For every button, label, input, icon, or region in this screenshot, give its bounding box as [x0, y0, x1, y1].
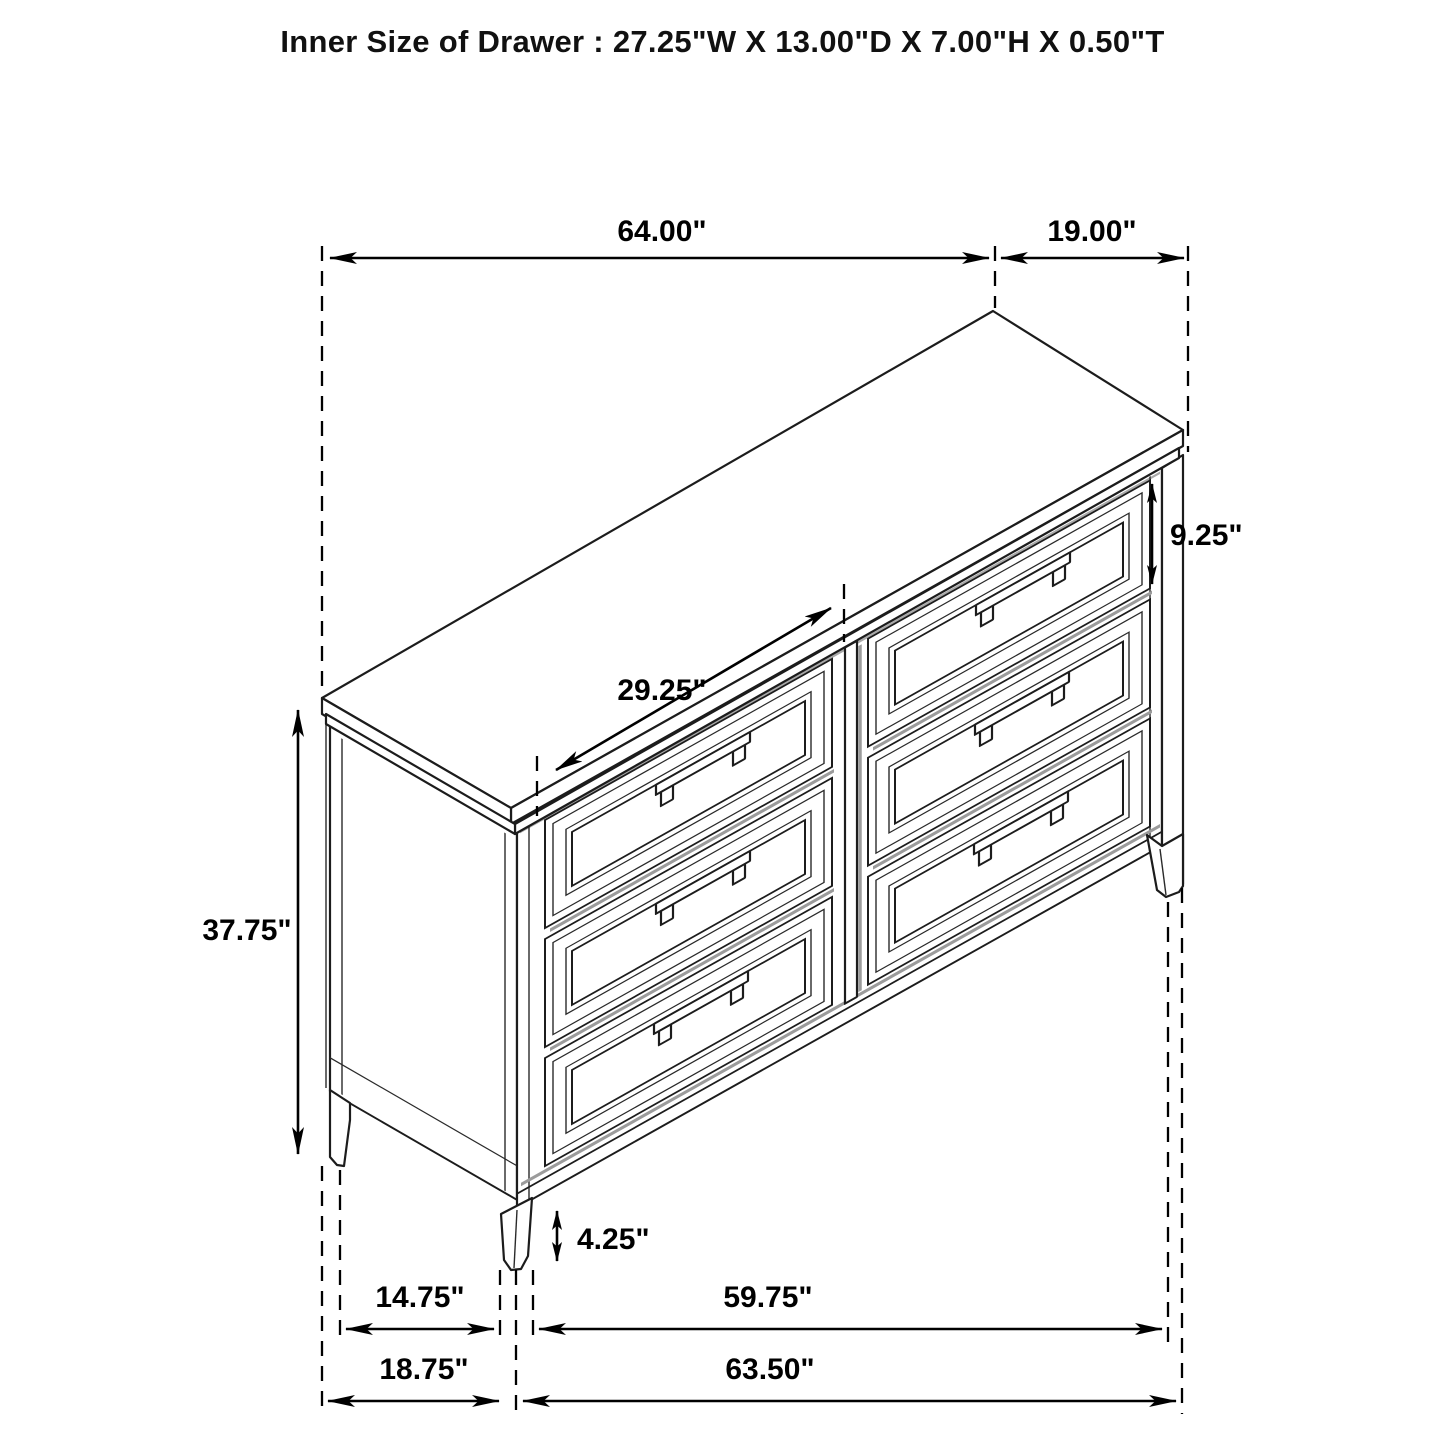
- leg-front-left: [501, 1198, 532, 1270]
- dimension-overall-height: [202, 710, 298, 1154]
- dim-label-drawer-depth: 29.25": [617, 674, 707, 707]
- leg-back-left: [330, 1090, 350, 1166]
- center-divider: [845, 641, 857, 1004]
- dimension-top-depth: [1001, 215, 1184, 258]
- dim-label-leg-spacing-width: 59.75": [723, 1281, 813, 1314]
- dim-label-leg-height: 4.25": [577, 1223, 650, 1256]
- dimension-base-depth: [328, 1353, 499, 1401]
- dim-label-top-depth: 19.00": [1047, 215, 1137, 248]
- dim-label-base-width: 63.50": [725, 1353, 815, 1386]
- dimension-leg-spacing-width: [539, 1281, 1162, 1329]
- dimension-top-width: [330, 215, 989, 258]
- dimension-leg-spacing-depth: [346, 1281, 494, 1329]
- dim-label-base-depth: 18.75": [379, 1353, 469, 1386]
- dim-label-top-width: 64.00": [617, 215, 707, 248]
- dimension-leg-height: [557, 1211, 650, 1261]
- dresser-drawing: [322, 311, 1183, 1270]
- dim-label-overall-height: 37.75": [202, 914, 292, 947]
- dimension-base-width: [523, 1353, 1176, 1401]
- diagram-title: Inner Size of Drawer : 27.25"W X 13.00"D X 7.00"H X 0.50"T: [280, 24, 1165, 59]
- dim-label-leg-spacing-depth: 14.75": [375, 1281, 465, 1314]
- dim-label-drawer-height: 9.25": [1170, 519, 1243, 552]
